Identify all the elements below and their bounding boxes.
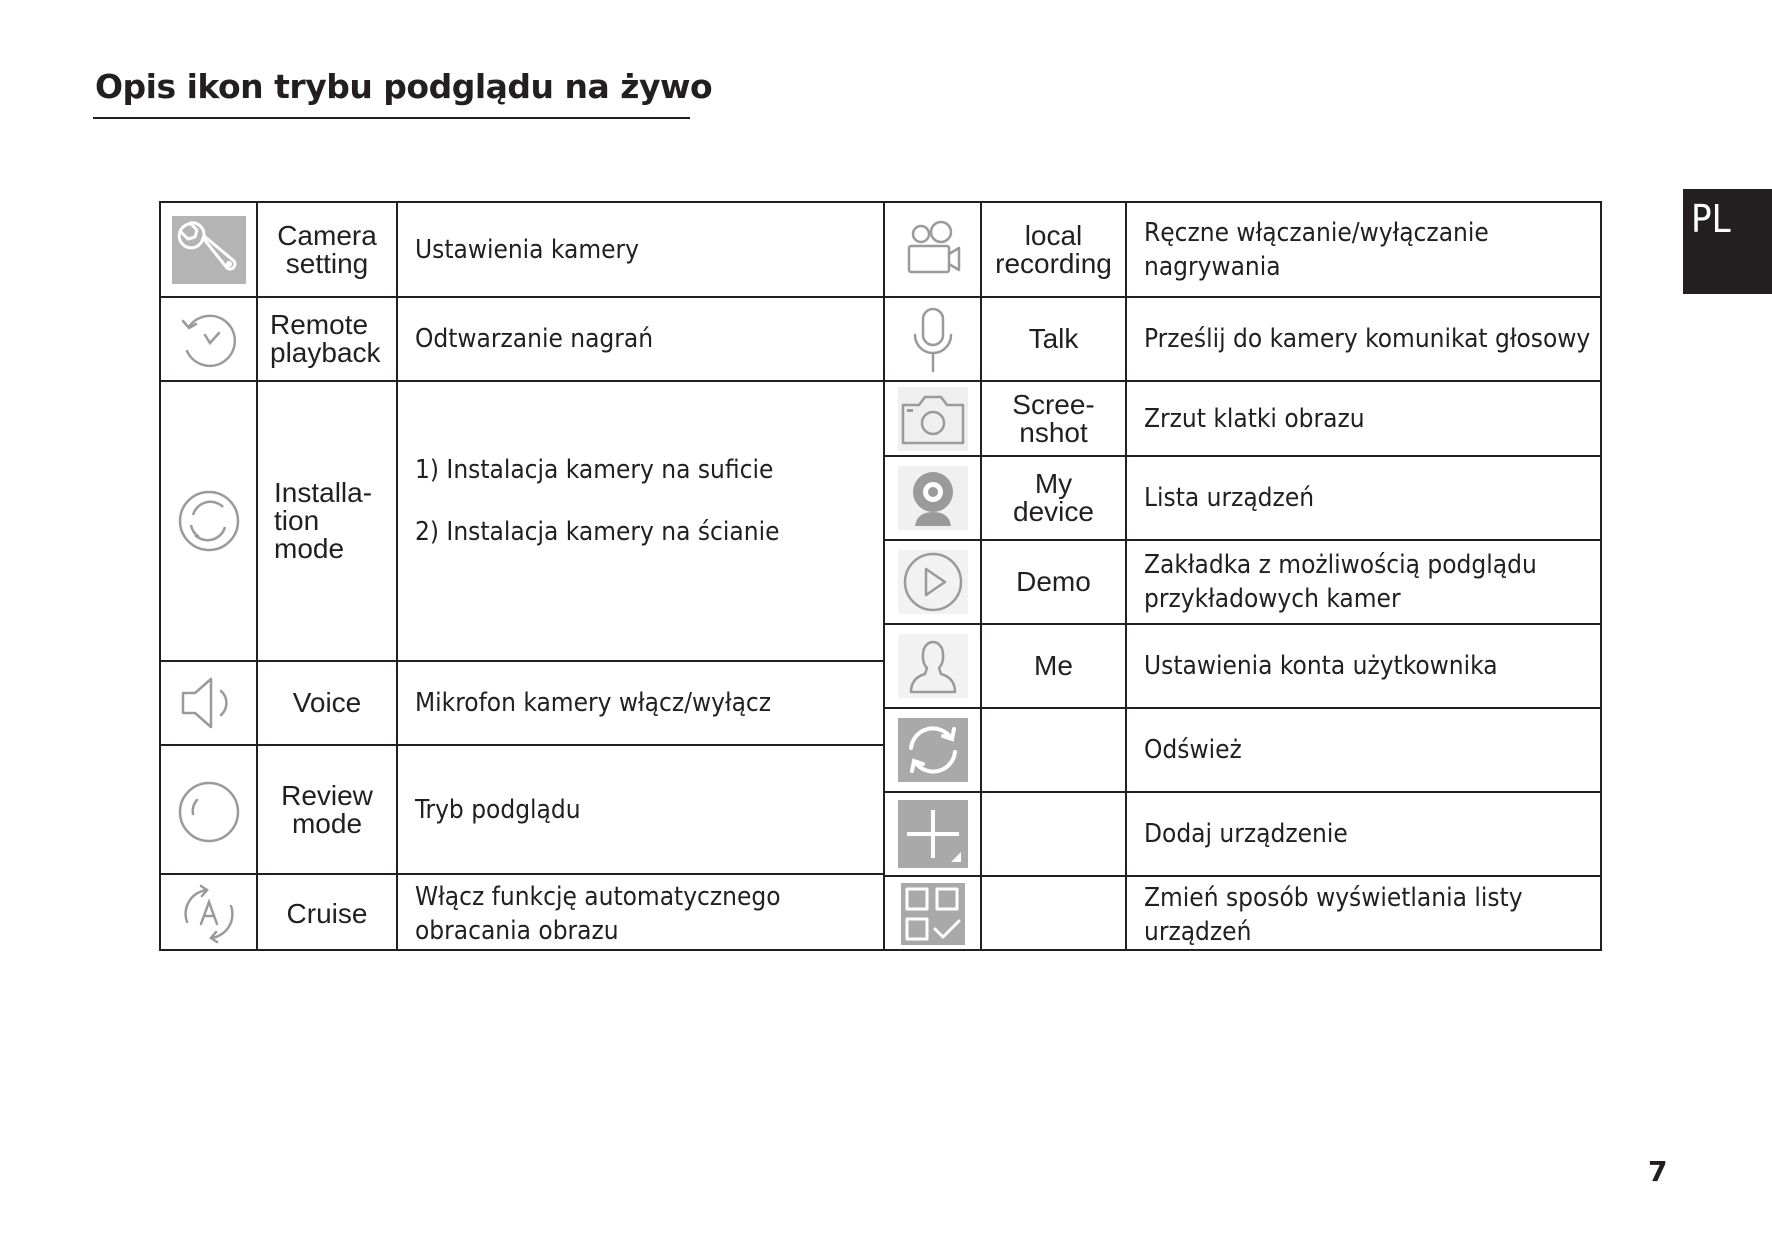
table-row [885, 203, 1600, 298]
review-mode-icon [161, 746, 256, 873]
icon-description: Zmień sposób wyświetlania listy urządzeń [1125, 877, 1600, 951]
icon-table [159, 201, 1602, 951]
icon-name: Scree- nshot [980, 382, 1125, 455]
icon-description: Ustawienia kamery [396, 203, 883, 296]
webcam-icon [885, 457, 980, 539]
icon-name [980, 877, 1125, 951]
table-row [885, 298, 1600, 382]
icon-description: Prześlij do kamery komunikat głosowy [1125, 298, 1600, 380]
icon-description [396, 382, 883, 660]
table-row [161, 746, 883, 875]
language-tab [1683, 189, 1772, 294]
table-row [885, 541, 1600, 625]
icon-description: Zakładka z możliwością podglądu przykładowych kamer [1125, 541, 1600, 623]
table-row [161, 298, 883, 382]
speaker-icon [161, 662, 256, 744]
icon-name: Remote playback [256, 298, 396, 380]
wrench-icon [161, 203, 256, 296]
icon-name: Talk [980, 298, 1125, 380]
icon-name: Review mode [256, 746, 396, 873]
table-row [885, 793, 1600, 877]
page-title: Opis ikon trybu podglądu na żywo [95, 67, 713, 106]
icon-description: Lista urządzeń [1125, 457, 1600, 539]
icon-name: My device [980, 457, 1125, 539]
icon-name: Me [980, 625, 1125, 707]
icon-description: Dodaj urządzenie [1125, 793, 1600, 875]
icon-table-right-column [883, 203, 1600, 949]
description-item: 2) Instalacja kamery na ścianie [415, 517, 780, 547]
camera-icon [885, 382, 980, 455]
table-row [161, 662, 883, 746]
icon-description: Tryb podglądu [396, 746, 883, 873]
icon-name: Voice [256, 662, 396, 744]
icon-description: Zrzut klatki obrazu [1125, 382, 1600, 455]
icon-description: Odśwież [1125, 709, 1600, 791]
title-underline [93, 117, 690, 119]
table-row [161, 203, 883, 298]
page-number: 7 [1648, 1155, 1668, 1188]
icon-description: Ustawienia konta użytkownika [1125, 625, 1600, 707]
icon-name: local recording [980, 203, 1125, 296]
refresh-icon [885, 709, 980, 791]
table-row [885, 457, 1600, 541]
icon-name: Cruise [256, 875, 396, 951]
table-row [885, 709, 1600, 793]
icon-name [980, 709, 1125, 791]
table-row [885, 625, 1600, 709]
icon-table-left-column [161, 203, 883, 949]
icon-name: Installa- tion mode [256, 382, 396, 660]
icon-name: Demo [980, 541, 1125, 623]
icon-description: Włącz funkcję automatycznego obracania obrazu [396, 875, 883, 951]
icon-description: Odtwarzanie nagrań [396, 298, 883, 380]
add-icon [885, 793, 980, 875]
icon-name [980, 793, 1125, 875]
grid-view-icon [885, 877, 980, 951]
icon-description: Mikrofon kamery włącz/wyłącz [396, 662, 883, 744]
installation-mode-icon [161, 382, 256, 660]
table-row [885, 382, 1600, 457]
table-row [161, 382, 883, 662]
description-item: 1) Instalacja kamery na suficie [415, 455, 774, 485]
cruise-icon [161, 875, 256, 951]
playback-clock-icon [161, 298, 256, 380]
video-camera-icon [885, 203, 980, 296]
user-icon [885, 625, 980, 707]
language-tab-label: PL [1691, 197, 1731, 241]
play-icon [885, 541, 980, 623]
icon-name: Camera setting [256, 203, 396, 296]
microphone-icon [885, 298, 980, 380]
table-row [161, 875, 883, 951]
table-row [885, 877, 1600, 951]
icon-description: Ręczne włączanie/wyłączanie nagrywania [1125, 203, 1600, 296]
